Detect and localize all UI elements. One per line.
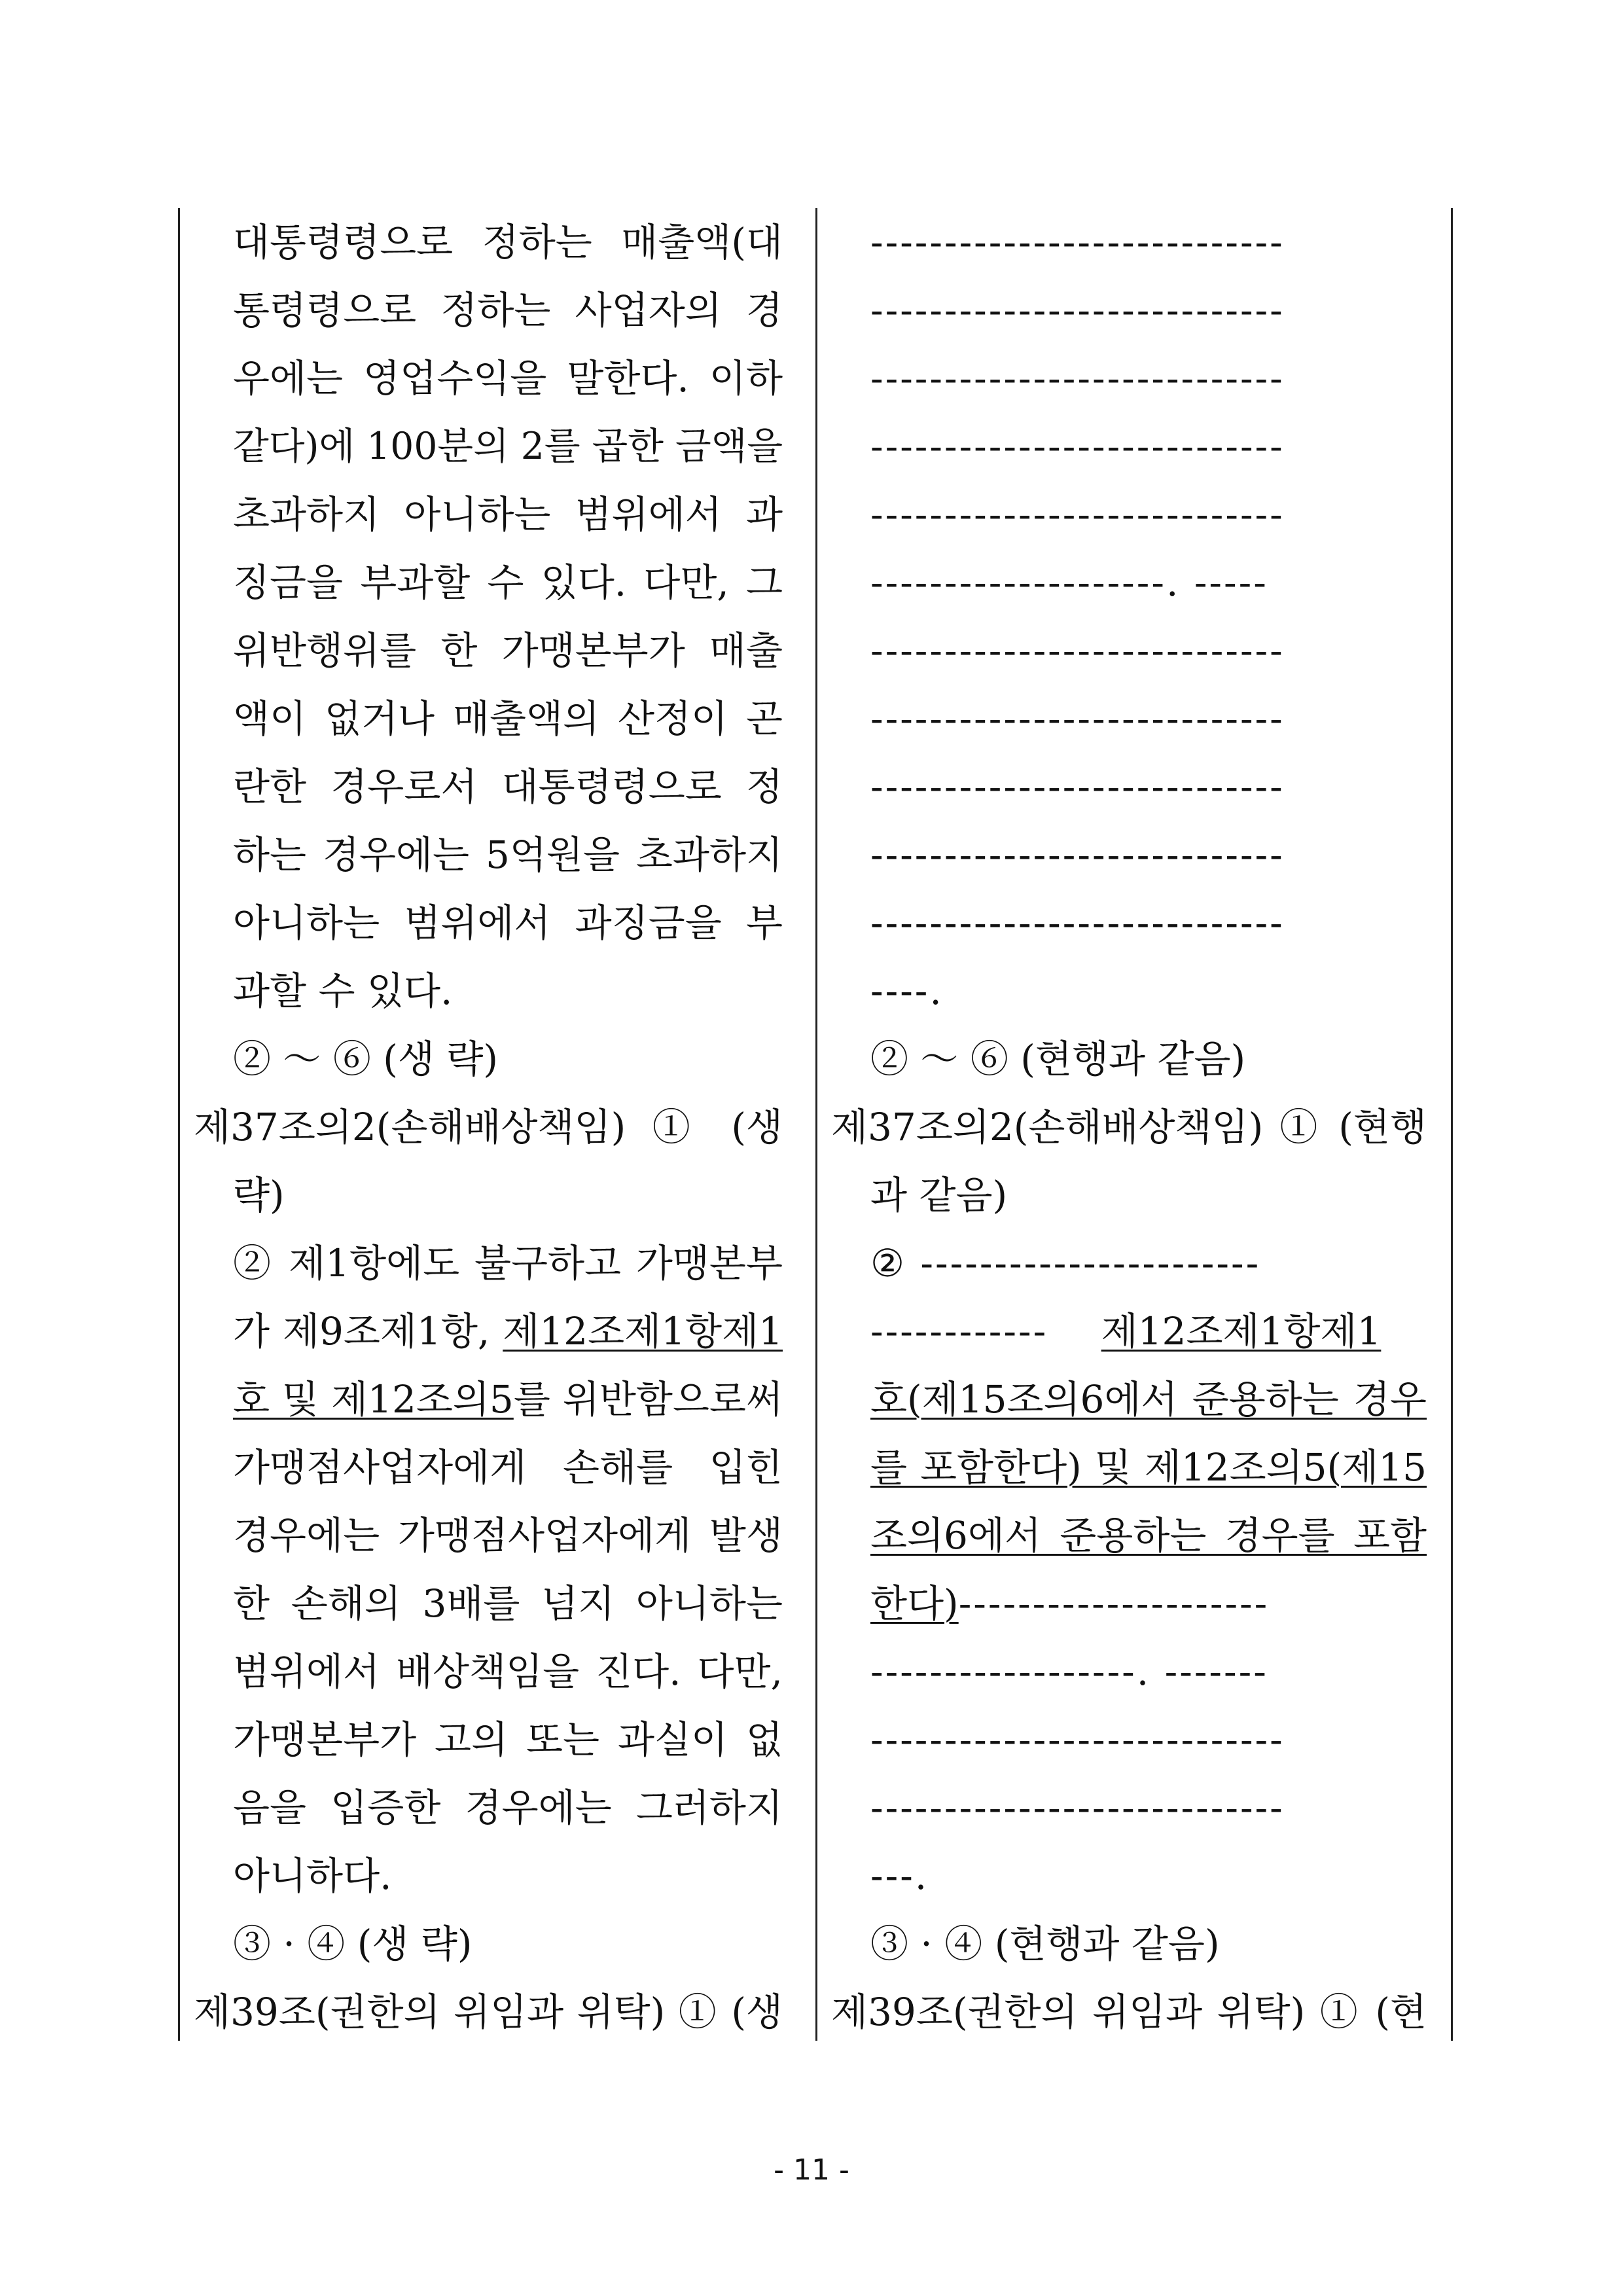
- text-segment: 를 위반함으로써: [513, 1377, 783, 1422]
- text-line: [233, 1365, 783, 1433]
- table-left-border: [178, 208, 180, 2041]
- underlined-amendment: 호(제15조의6에서 준용하는 경우: [870, 1377, 1427, 1422]
- text-line: [870, 1297, 1427, 1365]
- text-line: ③ · ④ (현행과 같음): [870, 1922, 1220, 1966]
- text-line: 략): [233, 1173, 285, 1217]
- text-line: 대통령령으로 정하는 매출액(대: [233, 220, 783, 264]
- omitted-line: ----------------------------: [870, 1785, 1285, 1830]
- comparison-table: [178, 208, 1453, 2041]
- article-heading: 제39조(권한의 위임과 위탁) ① (생: [194, 1990, 783, 2034]
- text-line: 경우에는 가맹점사업자에게 발생: [233, 1513, 783, 1558]
- omitted-line: ----------------------------: [870, 628, 1285, 673]
- underlined-amendment: 제12조제1항제1: [503, 1309, 783, 1354]
- text-line: ③ · ④ (생 략): [233, 1922, 473, 1966]
- omitted-line: --------------------. -----: [870, 560, 1268, 605]
- text-line: 통령령으로 정하는 사업자의 경: [233, 288, 783, 332]
- text-line: 음을 입증한 경우에는 그러하지: [233, 1785, 783, 1830]
- table-column-divider: [815, 208, 817, 2041]
- text-line: 위반행위를 한 가맹본부가 매출: [233, 628, 783, 673]
- omitted-line: ------------------. -------: [870, 1649, 1268, 1694]
- omitted-line: ----------------------------: [870, 356, 1285, 401]
- omitted-line: ---.: [870, 1854, 929, 1898]
- text-line: 한 손해의 3배를 넘지 아니하는: [233, 1581, 783, 1626]
- omitted-line: ----------------------------: [870, 288, 1285, 332]
- text-line: ② ～ ⑥ (생 략): [233, 1037, 499, 1081]
- article-heading: 제37조의2(손해배상책임) ① (생: [194, 1105, 783, 1149]
- omitted-line: ----.: [870, 969, 944, 1013]
- omitted-line: ----------------------------: [870, 833, 1285, 877]
- text-line: 아니하는 범위에서 과징금을 부: [233, 901, 783, 945]
- underlined-amendment: 한다): [870, 1581, 959, 1626]
- underlined-amendment: 제12조제1항제1: [1101, 1309, 1382, 1354]
- text-line: 가맹본부가 고의 또는 과실이 없: [233, 1717, 783, 1762]
- text-line: 초과하지 아니하는 범위에서 과: [233, 492, 783, 537]
- text-line: 가맹점사업자에게 손해를 입힌: [233, 1445, 783, 1490]
- omitted-line: ----------------------------: [870, 1717, 1285, 1762]
- text-line: 하는 경우에는 5억원을 초과하지: [233, 833, 783, 877]
- text-line: [870, 1570, 1427, 1638]
- text-segment: 가 제9조제1항,: [233, 1309, 503, 1354]
- omitted-line: ----------------------------: [870, 901, 1285, 945]
- table-right-border: [1451, 208, 1453, 2041]
- omitted-line: ----------------------------: [870, 764, 1285, 809]
- underlined-amendment: 를 포함한다) 및 제12조의5(제15: [870, 1445, 1427, 1490]
- article-heading: 제37조의2(손해배상책임) ① (현행: [831, 1105, 1427, 1149]
- omitted-line: ----------------------------: [870, 424, 1285, 469]
- text-line: 액이 없거나 매출액의 산정이 곤: [233, 696, 783, 741]
- omitted-line: ----------------------------: [870, 492, 1285, 537]
- text-line: 아니하다.: [233, 1854, 392, 1898]
- omitted-segment: ---------------------: [958, 1581, 1270, 1626]
- text-line: ② ～ ⑥ (현행과 같음): [870, 1037, 1246, 1081]
- text-line: 범위에서 배상책임을 진다. 다만,: [233, 1649, 783, 1694]
- text-line: 징금을 부과할 수 있다. 다만, 그: [233, 560, 783, 605]
- text-line: ② 제1항에도 불구하고 가맹본부: [233, 1241, 783, 1285]
- text-line: 같다)에 100분의 2를 곱한 금액을: [233, 425, 783, 468]
- omitted-line: ----------------------------: [870, 696, 1285, 741]
- omitted-line: ----------------------------: [870, 220, 1285, 264]
- text-line: [233, 1297, 783, 1365]
- omitted-segment: ------------: [870, 1309, 1062, 1354]
- text-line: 우에는 영업수익을 말한다. 이하: [233, 356, 783, 401]
- omitted-line: ② -----------------------: [870, 1241, 1261, 1285]
- article-heading: 제39조(권한의 위임과 위탁) ① (현: [831, 1990, 1427, 2034]
- text-line: 과 같음): [870, 1173, 1008, 1217]
- underlined-amendment: 호 및 제12조의5: [233, 1377, 514, 1422]
- page-number: - 11 -: [774, 2153, 849, 2187]
- text-line: 란한 경우로서 대통령령으로 정: [233, 764, 783, 809]
- underlined-amendment: 조의6에서 준용하는 경우를 포함: [870, 1513, 1427, 1558]
- text-line: 과할 수 있다.: [233, 969, 453, 1013]
